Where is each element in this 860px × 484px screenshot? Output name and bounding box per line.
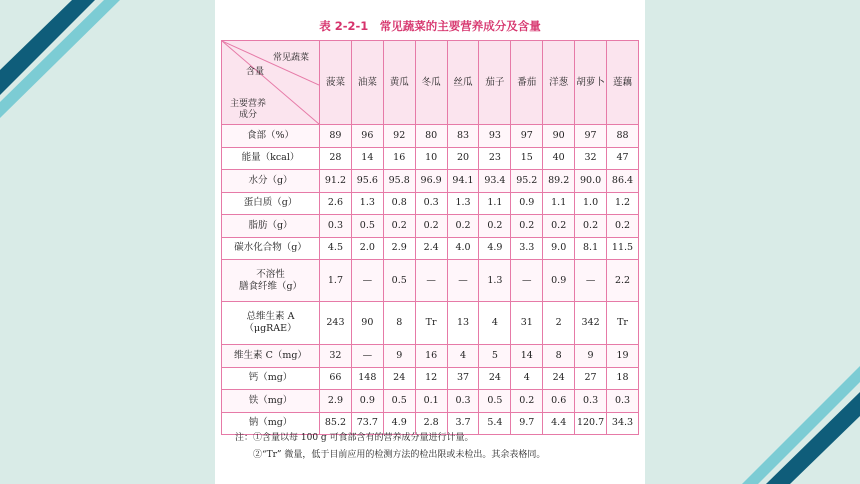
row-label [222, 147, 320, 170]
col-header: 油菜 [351, 41, 383, 125]
table-cell: 9 [575, 345, 607, 368]
corner-label-amount: 含量 [246, 67, 265, 77]
table-cell: 1.1 [543, 192, 575, 215]
col-header: 茄子 [479, 41, 511, 125]
table-cell: 3.7 [447, 412, 479, 435]
table-cell: 1.1 [479, 192, 511, 215]
table-cell: — [415, 260, 447, 302]
row-label [222, 125, 320, 148]
table-cell: 96 [351, 125, 383, 148]
row-label-text: （μgRAE） [244, 323, 297, 334]
col-header: 莲藕 [607, 41, 639, 125]
row-label-text: 脂肪（g） [248, 219, 293, 231]
table-cell: 66 [320, 367, 352, 390]
table-cell: 8 [383, 302, 415, 345]
row-label [222, 302, 320, 345]
table-cell: 19 [607, 345, 639, 368]
table-cell: 34.3 [607, 412, 639, 435]
row-label-text: 食部（%） [246, 129, 295, 141]
row-label [222, 390, 320, 413]
table-cell: 0.5 [383, 260, 415, 302]
table-cell: 95.8 [383, 170, 415, 193]
table-cell: 0.2 [511, 390, 543, 413]
row-label [222, 367, 320, 390]
table-cell: 0.3 [607, 390, 639, 413]
table-cell: 0.2 [511, 215, 543, 238]
table-cell: 12 [415, 367, 447, 390]
row-label [222, 345, 320, 368]
table-notes [235, 430, 635, 464]
row-label-text: 钙（mg） [248, 372, 293, 384]
row-label-text: 总维生素 A [246, 311, 295, 323]
table-cell: 28 [320, 147, 352, 170]
corner-cell [222, 41, 320, 125]
row-label-text: 不溶性 [256, 268, 285, 280]
table-cell: 0.9 [543, 260, 575, 302]
table-cell: 14 [511, 345, 543, 368]
table-cell: 0.2 [383, 215, 415, 238]
table-cell: 0.6 [543, 390, 575, 413]
table-cell: 10 [415, 147, 447, 170]
table-cell: 0.3 [320, 215, 352, 238]
table-cell: 2 [543, 302, 575, 345]
table-cell: 80 [415, 125, 447, 148]
table-cell: 243 [320, 302, 352, 345]
table-row [222, 367, 639, 390]
table-cell: 2.0 [351, 237, 383, 260]
table-cell: 0.3 [447, 390, 479, 413]
table-row [222, 302, 639, 345]
left-background [0, 0, 215, 484]
table-cell: 13 [447, 302, 479, 345]
table-cell: 90.0 [575, 170, 607, 193]
table-cell: 0.2 [479, 215, 511, 238]
table-cell: 0.2 [607, 215, 639, 238]
table-row [222, 390, 639, 413]
table-cell: 4.9 [383, 412, 415, 435]
row-label-text: 维生素 C（mg） [234, 349, 307, 361]
table-cell: 0.5 [383, 390, 415, 413]
row-label [222, 237, 320, 260]
table-cell: 2.9 [383, 237, 415, 260]
table-cell: 342 [575, 302, 607, 345]
table-cell: 11.5 [607, 237, 639, 260]
table-cell: 90 [543, 125, 575, 148]
table-cell: 89 [320, 125, 352, 148]
table-cell: 32 [320, 345, 352, 368]
table-cell: 0.2 [447, 215, 479, 238]
table-cell: 97 [511, 125, 543, 148]
col-header: 菠菜 [320, 41, 352, 125]
row-label [222, 170, 320, 193]
table-cell: 8 [543, 345, 575, 368]
table-cell: 0.3 [575, 390, 607, 413]
table-cell: 37 [447, 367, 479, 390]
table-cell: 4 [511, 367, 543, 390]
table-row [222, 260, 639, 302]
table-cell: Tr [607, 302, 639, 345]
table-cell: 92 [383, 125, 415, 148]
row-label [222, 260, 320, 302]
corner-label-vegetables: 常见蔬菜 [272, 53, 309, 63]
table-cell: 4.9 [479, 237, 511, 260]
table-cell: 40 [543, 147, 575, 170]
table-cell: — [351, 345, 383, 368]
table-row [222, 215, 639, 238]
table-row [222, 345, 639, 368]
table-cell: 1.3 [447, 192, 479, 215]
row-label-text: 碳水化合物（g） [234, 242, 307, 254]
col-header: 丝瓜 [447, 41, 479, 125]
note-2: ②“Tr” 微量，低于目前应用的检测方法的检出限或未检出。其余表格同。 [235, 450, 546, 461]
table-cell: 24 [543, 367, 575, 390]
table-cell: 96.9 [415, 170, 447, 193]
table-cell: 93 [479, 125, 511, 148]
table-cell: 2.6 [320, 192, 352, 215]
col-header: 黄瓜 [383, 41, 415, 125]
table-cell: 86.4 [607, 170, 639, 193]
table-cell: 0.2 [415, 215, 447, 238]
table-cell: 20 [447, 147, 479, 170]
table-cell: 2.2 [607, 260, 639, 302]
table-cell: 94.1 [447, 170, 479, 193]
col-header: 番茄 [511, 41, 543, 125]
table-cell: 0.2 [543, 215, 575, 238]
table-cell: 2.8 [415, 412, 447, 435]
table-cell: 91.2 [320, 170, 352, 193]
table-cell: Tr [415, 302, 447, 345]
table-cell: 3.3 [511, 237, 543, 260]
table-cell: 0.8 [383, 192, 415, 215]
table-cell: 90 [351, 302, 383, 345]
table-cell: 120.7 [575, 412, 607, 435]
col-header: 洋葱 [543, 41, 575, 125]
table-cell: 24 [383, 367, 415, 390]
table-cell: 14 [351, 147, 383, 170]
table-cell: 9.7 [511, 412, 543, 435]
table-row [222, 192, 639, 215]
table-row [222, 125, 639, 148]
row-label-text: 蛋白质（g） [243, 197, 298, 209]
table-cell: 2.4 [415, 237, 447, 260]
table-cell: 18 [607, 367, 639, 390]
table-cell: 15 [511, 147, 543, 170]
table-body [222, 125, 639, 435]
corner-label-nutrients: 主要营养 成分 [230, 99, 267, 121]
table-cell: 1.3 [479, 260, 511, 302]
row-label-text: 铁（mg） [248, 394, 293, 406]
table-cell: 9 [383, 345, 415, 368]
table-cell: 16 [383, 147, 415, 170]
table-cell: 88 [607, 125, 639, 148]
table-row [222, 170, 639, 193]
table-cell: 4 [447, 345, 479, 368]
table-cell: 5.4 [479, 412, 511, 435]
table-cell: 4.0 [447, 237, 479, 260]
table-cell: 8.1 [575, 237, 607, 260]
row-label-text: 钠（mg） [248, 417, 293, 429]
table-cell: 9.0 [543, 237, 575, 260]
table-cell: 0.1 [415, 390, 447, 413]
table-cell: 16 [415, 345, 447, 368]
table-cell: 85.2 [320, 412, 352, 435]
row-label [222, 215, 320, 238]
table-cell: 24 [479, 367, 511, 390]
table-cell: 73.7 [351, 412, 383, 435]
table-cell: 0.2 [575, 215, 607, 238]
table-cell: 89.2 [543, 170, 575, 193]
table-cell: 0.5 [479, 390, 511, 413]
row-label-text: 水分（g） [248, 174, 293, 186]
row-label-text: 能量（kcal） [241, 152, 300, 164]
table-cell: 0.5 [351, 215, 383, 238]
table-cell: 4.5 [320, 237, 352, 260]
table-cell: 47 [607, 147, 639, 170]
table-cell: 5 [479, 345, 511, 368]
table-cell: 1.7 [320, 260, 352, 302]
table-cell: 0.9 [511, 192, 543, 215]
table-cell: 1.0 [575, 192, 607, 215]
row-label [222, 192, 320, 215]
table-cell: — [511, 260, 543, 302]
table-cell: 27 [575, 367, 607, 390]
table-cell: 4.4 [543, 412, 575, 435]
table-cell: 0.9 [351, 390, 383, 413]
row-label-text: 膳食纤维（g） [238, 280, 303, 292]
table-row [222, 237, 639, 260]
col-header: 冬瓜 [415, 41, 447, 125]
table-cell: 32 [575, 147, 607, 170]
table-cell: 1.3 [351, 192, 383, 215]
table-cell: — [351, 260, 383, 302]
table-cell: 4 [479, 302, 511, 345]
table-cell: 2.9 [320, 390, 352, 413]
table-row [222, 147, 639, 170]
table-title: 表 2-2-1 常见蔬菜的主要营养成分及含量 [319, 19, 541, 33]
table-cell: 93.4 [479, 170, 511, 193]
table-cell: 148 [351, 367, 383, 390]
table-cell: 95.2 [511, 170, 543, 193]
table-cell: 31 [511, 302, 543, 345]
note-1: 注：①含量以每 100 g 可食部含有的营养成分量进行计量。 [235, 433, 474, 443]
table-cell: 95.6 [351, 170, 383, 193]
table-cell: 83 [447, 125, 479, 148]
table-cell: — [575, 260, 607, 302]
table-cell: 0.3 [415, 192, 447, 215]
table-cell: 1.2 [607, 192, 639, 215]
header-row [222, 41, 639, 125]
table-cell: 97 [575, 125, 607, 148]
nutrition-table [221, 40, 639, 435]
table-cell: — [447, 260, 479, 302]
document-page [215, 0, 645, 484]
right-background [645, 0, 860, 484]
table-cell: 23 [479, 147, 511, 170]
col-header: 胡萝卜 [575, 41, 607, 125]
